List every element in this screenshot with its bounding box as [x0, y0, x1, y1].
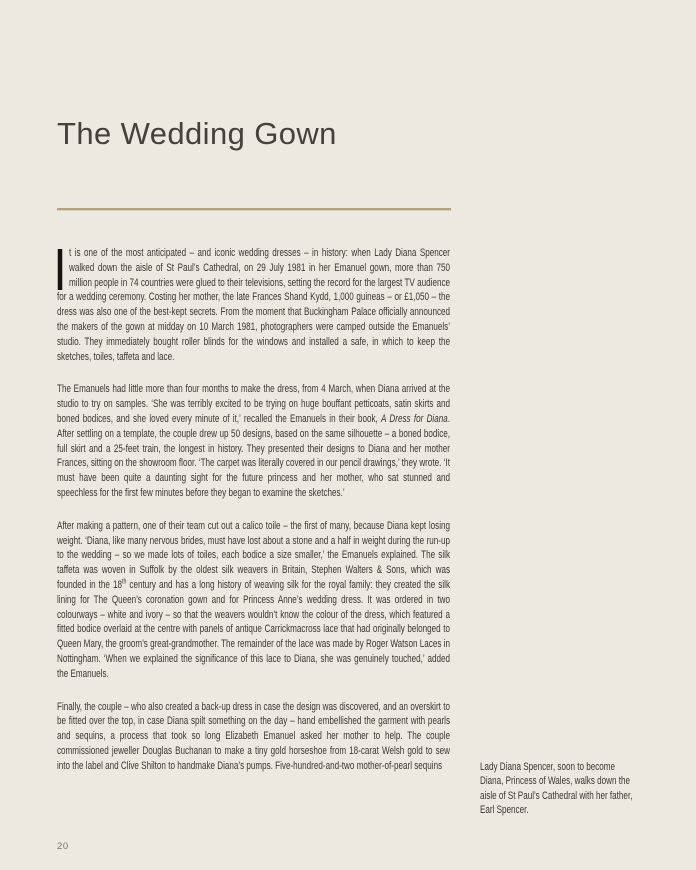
article-body [57, 246, 450, 792]
text-run: After making a pattern, one of their team cut out a calico toile – the first of many, because Diana kept losing weight. ‘Diana, like many nervous brides, must have lost about a stone and a half in weight during the run-up to the wedding – so we made lots of toiles, each bodice a size smaller,’ the Emanuels explained. The silk taffeta was woven in Suffolk by the oldest silk weavers in Britain, Stephen Walters & Sons, which was founded in the 18 [57, 519, 450, 591]
page-number: 20 [57, 841, 69, 852]
text-run: t is one of the most anticipated – and iconic wedding dresses – in history: when Lady Diana Spencer walked down the aisle of St Paul’s Cathedral, on 29 July 1981 in her Emanuel gown, more than 750 million people in 74 countries were glued to their televisions, setting the record for the largest TV audience for a wedding ceremony. Costing her mother, the late Frances Shand Kydd, 1,000 guineas – or £1,050 – the dress was also one of the best-kept secrets. From the moment that Buckingham Palace officially announced the makers of the gown at midday on 10 March 1981, photographers were camped outside the Emanuels’ studio. They immediately bought roller blinds for the windows and installed a safe, in which to keep the sketches, toiles, taffeta and lace. [57, 247, 450, 363]
text-run: A Dress for Diana [381, 412, 448, 425]
caption-line: Earl Spencer. [480, 804, 529, 817]
text-run: Finally, the couple – who also created a back-up dress in case the design was discovered, and an overskirt to be fitted over the top, in case Diana spilt something on the day – hand embellished the garment with pearls and sequins, a process that took so long Elizabeth Emanuel asked her mother to help. The couple commissioned jeweller Douglas Buchanan to make a tiny gold horseshoe from 18-carat Welsh gold to sew into the label and Clive Shilton to handmake Diana’s pumps. Five-hundred-and-two mother-of-pearl sequins [57, 700, 450, 772]
chapter-title: The Wedding Gown [57, 116, 337, 151]
text-run: . After settling on a template, the couple drew up 50 designs, based on the same silhouette – a boned bodice, full skirt and a 25-feet train, the longest in history. They presented their designs to Diana and her mother Frances, sitting on the showroom floor. ‘The carpet was literally covered in our pencil drawings,’ they wrote. ‘It must have been quite a daunting sight for the future princess and her mother, who sat stunned and speechless for the first few minutes before they began to examine the sketches.’ [57, 412, 450, 499]
caption-line: Lady Diana Spencer, soon to become [480, 761, 616, 773]
body-paragraph [57, 246, 450, 364]
dropcap-letter-i [58, 249, 63, 290]
body-paragraph [57, 382, 450, 500]
text-run: century and has a long history of weaving silk for the royal family: they created the silk lining for The Queen’s coronation gown and for Princess Anne’s wedding dress. It was ordered in two colourways – white and ivory – so that the weavers wouldn’t know the colour of the dress, which featured a fitted bodice overlaid at the centre with panels of antique Carrickmacross lace that had originally belonged to Queen Mary, the groom’s great-grandmother. The remainder of the lace was made by Roger Watson Laces in Nottingham. ‘When we explained the significance of this lace to Diana, she was genuinely touched,’ added the Emanuels. [57, 578, 451, 680]
body-paragraph [57, 700, 450, 774]
photo-caption [480, 760, 675, 818]
text-run: th [121, 578, 127, 586]
caption-line: Diana, Princess of Wales, walks down the [480, 775, 631, 788]
text-run: The Emanuels had little more than four months to make the dress, from 4 March, when Diana arrived at the studio to try on samples. ‘She was terribly excited to be trying on huge bouffant petticoats, satin skirts and boned bodices, and she loved every minute of it,’ recalled the Emanuels in their book, [57, 383, 450, 425]
title-rule [57, 208, 451, 211]
body-paragraph [57, 519, 450, 682]
caption-line: aisle of St Paul’s Cathedral with her father, [480, 789, 633, 802]
